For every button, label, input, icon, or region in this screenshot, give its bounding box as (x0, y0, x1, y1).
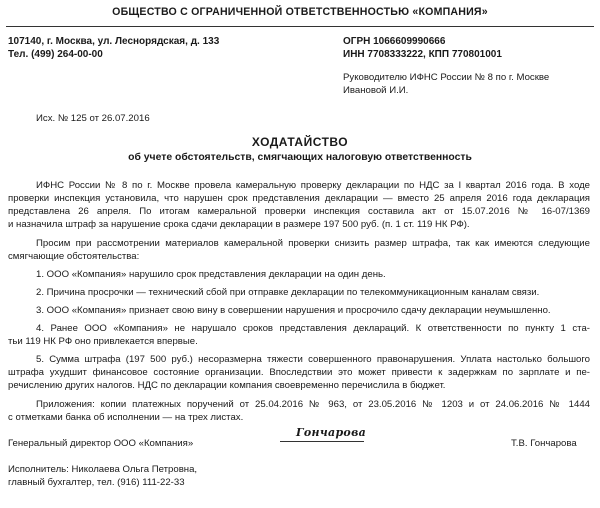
company-inn-kpp: ИНН 7708333222, КПП 770801001 (343, 48, 502, 60)
body-line: Просим при рассмотрении материалов камеральной проверки снизить размер штрафа, так как имеются следующие (36, 238, 590, 249)
executor-contact: главный бухгалтер, тел. (916) 111-22-33 (8, 477, 185, 488)
body-line: смягчающие обстоятельства: (8, 251, 140, 262)
company-address: 107140, г. Москва, ул. Леснорядская, д. 133 (8, 36, 220, 47)
company-phone: Тел. (499) 264-00-00 (8, 48, 103, 60)
body-line: представлена 26 апреля. По итогам камеральной проверки инспекция составила акт от 15.07.2016 № 16-07/1369 (8, 206, 590, 217)
addressee-line: Руководителю ИФНС России № 8 по г. Москве (343, 72, 550, 83)
addressee-block (343, 72, 549, 97)
body-line: штрафа ухудшит финансовое состояние организации. Впоследствии это может привести к задержкам по зарплате и пе- (8, 367, 590, 378)
company-registration (343, 36, 502, 61)
body-line: 4. Ранее ООО «Компания» не нарушало сроков представления деклараций. К ответственности по пункту 1 ста- (36, 323, 590, 334)
document-title: ХОДАТАЙСТВО (251, 135, 349, 149)
body-line: речислению других налогов. НДС по декларации компания своевременно перечислила в бюджет. (8, 380, 446, 391)
body-line: тьи 119 НК РФ оно привлекается впервые. (8, 336, 198, 347)
attachments-line: Приложения: копии платежных поручений от 25.04.2016 № 963, от 23.05.2016 № 1203 и от 24.06.2016 № 1444 (36, 399, 590, 410)
header-divider (6, 26, 594, 27)
handwritten-signature: Гончарова (296, 426, 367, 439)
outgoing-number: Исх. № 125 от 26.07.2016 (36, 113, 150, 124)
company-ogrn: ОГРН 1066609990666 (343, 36, 446, 47)
executor-line: Исполнитель: Николаева Ольга Петровна, (8, 464, 198, 475)
body-line: 3. ООО «Компания» признает свою вину в совершении нарушения и просрочило сдачу декларации неумышленно. (36, 305, 551, 316)
signatory-title: Генеральный директор ООО «Компания» (8, 438, 194, 449)
attachments-line: с отметками банка об исполнении — на трех листах. (8, 412, 244, 423)
body-line: ИФНС России № 8 по г. Москве провела камеральную проверку декларации по НДС за I квартал 2016 года. В ходе (36, 180, 590, 191)
body-line: 2. Причина просрочки — технический сбой при отправке декларации по телекоммуникационным каналам связи. (36, 287, 540, 298)
body-line: 5. Сумма штрафа (197 500 руб.) несоразмерна тяжести совершенного правонарушения. Уплата настолько большого (36, 354, 590, 365)
company-title: ОБЩЕСТВО С ОГРАНИЧЕННОЙ ОТВЕТСТВЕННОСТЬЮ «КОМПАНИЯ» (112, 6, 488, 18)
signatory-name: Т.В. Гончарова (511, 438, 577, 449)
body-line: и назначила штраф за нарушение срока сдачи декларации в размере 197 500 руб. (п. 1 ст. 119 НК РФ). (8, 219, 470, 230)
company-requisites (8, 36, 219, 61)
signature-line (280, 441, 364, 442)
addressee-name: Ивановой И.И. (343, 84, 409, 96)
body-line: проверки инспекция установила, что нарушен срок представления декларации — вместо 25 апреля 2016 года декларация (8, 193, 590, 204)
body-line: 1. ООО «Компания» нарушило срок представления декларации на один день. (36, 269, 386, 280)
document-subtitle: об учете обстоятельств, смягчающих налоговую ответственность (128, 152, 472, 163)
